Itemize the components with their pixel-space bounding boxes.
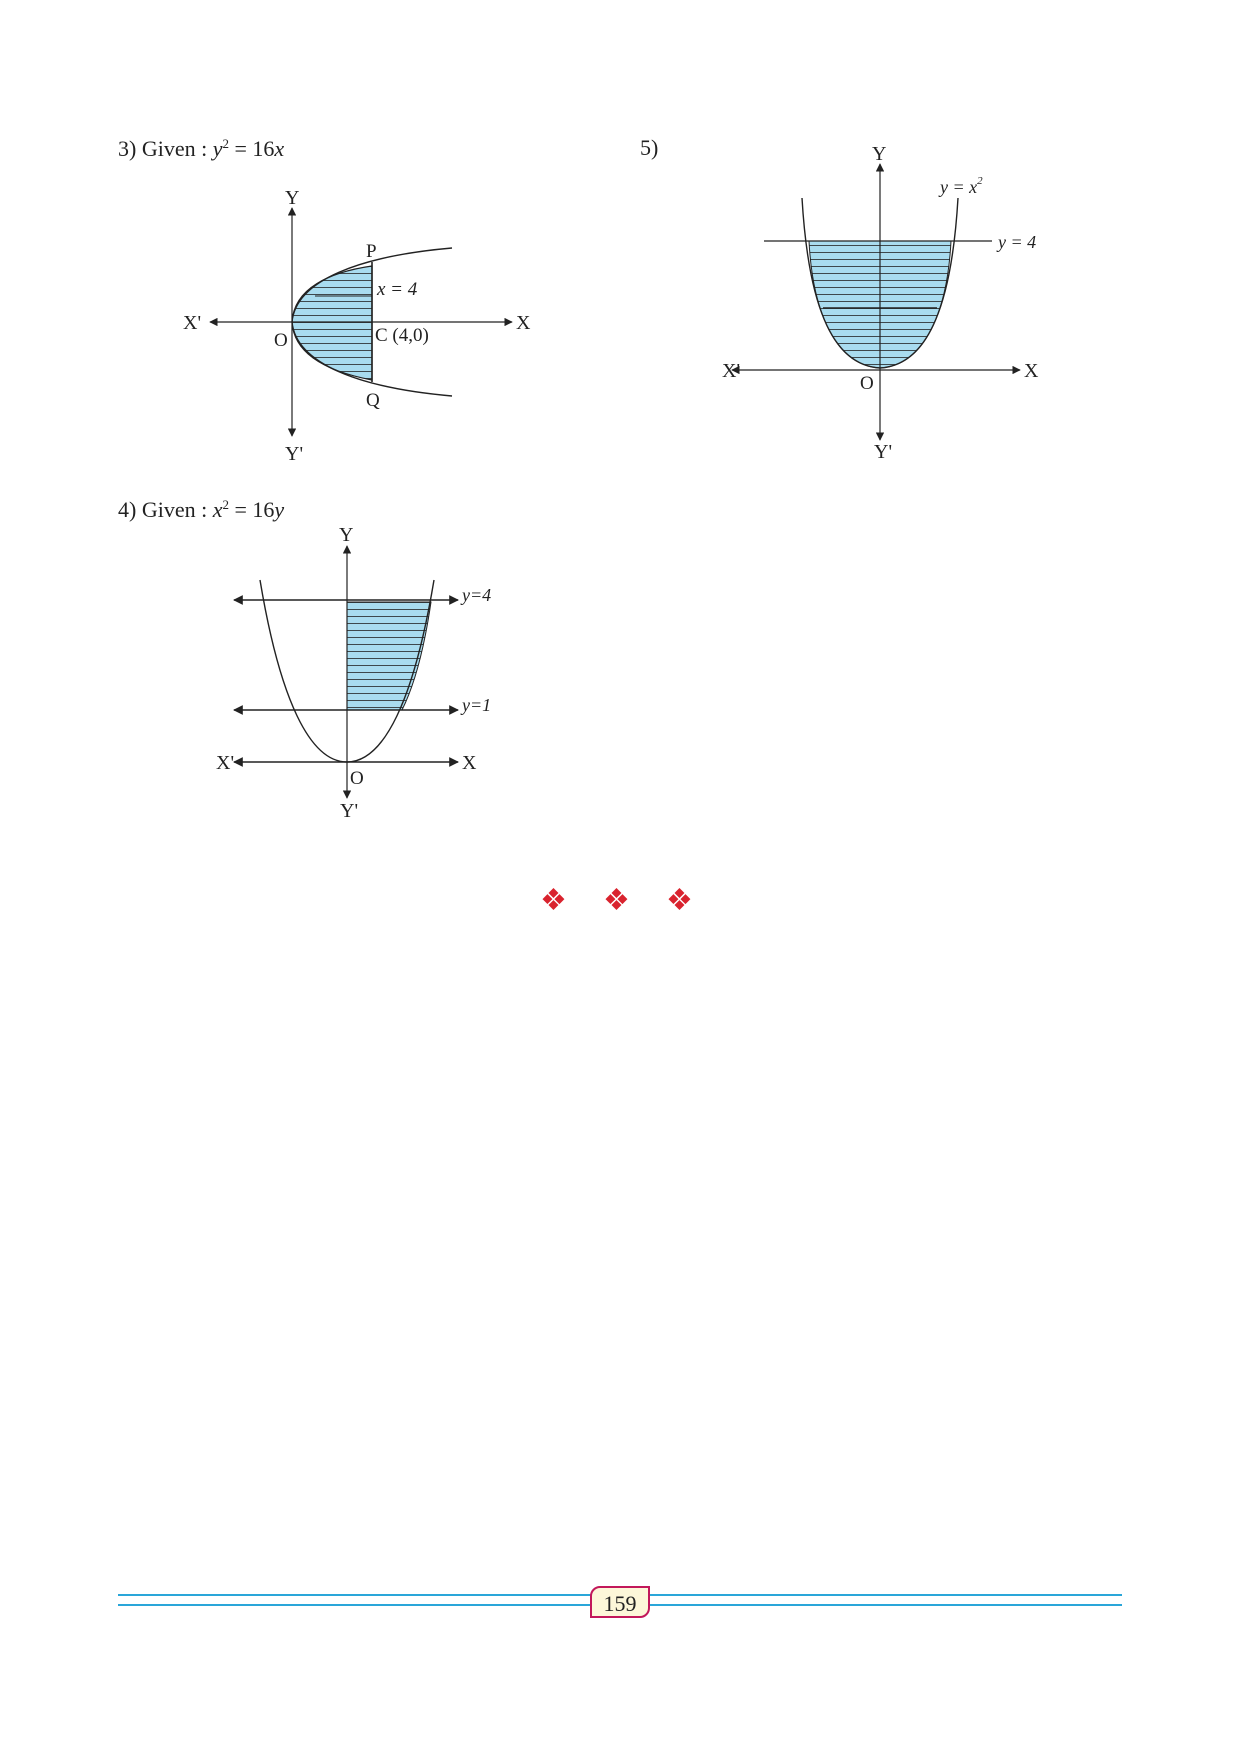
problem-5-number: 5)	[640, 135, 659, 160]
p5-curve-label-text: y = x	[940, 177, 978, 197]
p3-point-q: Q	[366, 390, 380, 411]
p4-axis-y: Y	[339, 524, 354, 546]
ornament-middle: ❖	[603, 884, 630, 917]
ornament-right: ❖	[666, 884, 693, 917]
problem-4-number: 4) Given :	[118, 497, 213, 522]
p3-line-label: x = 4	[377, 279, 418, 300]
p4-line-top-label: y=4	[462, 585, 492, 605]
problem-4-rhs-var: y	[274, 497, 285, 522]
p3-point-p: P	[366, 241, 377, 262]
p5-axis-y-neg: Y'	[874, 441, 893, 463]
p3-axis-x-neg: X'	[183, 312, 202, 334]
p3-axis-x: X	[516, 312, 531, 334]
p3-point-c: C (4,0)	[375, 325, 429, 346]
problem-4-eq: = 16	[228, 497, 275, 522]
p5-line-label: y = 4	[998, 232, 1037, 252]
p4-line-bottom-label: y=1	[462, 695, 492, 715]
problem-3-number: 3) Given :	[118, 136, 213, 161]
p3-axis-y: Y	[285, 187, 300, 209]
p4-axis-x: X	[462, 752, 477, 774]
p5-curve-label-exp: 2	[977, 175, 983, 187]
p5-axis-x-neg: X'	[722, 360, 741, 382]
p4-axis-y-neg: Y'	[340, 800, 359, 822]
ornament-left: ❖	[540, 884, 567, 917]
p5-axis-y: Y	[872, 143, 887, 165]
problem-3-lhs-exp: 2	[222, 136, 229, 151]
p3-axis-y-neg: Y'	[285, 443, 304, 465]
problem-3-lhs-var: y	[212, 136, 223, 161]
problem-3-eq: = 16	[228, 136, 275, 161]
p4-origin: O	[350, 768, 364, 789]
page-number: 159	[590, 1586, 650, 1618]
p3-origin: O	[274, 330, 288, 351]
problem-4-lhs-exp: 2	[222, 497, 229, 512]
problem-3-rhs-var: x	[274, 136, 285, 161]
problem-4-lhs-var: x	[212, 497, 223, 522]
p5-axis-x: X	[1024, 360, 1039, 382]
p4-axis-x-neg: X'	[216, 752, 235, 774]
p5-origin: O	[860, 373, 874, 394]
